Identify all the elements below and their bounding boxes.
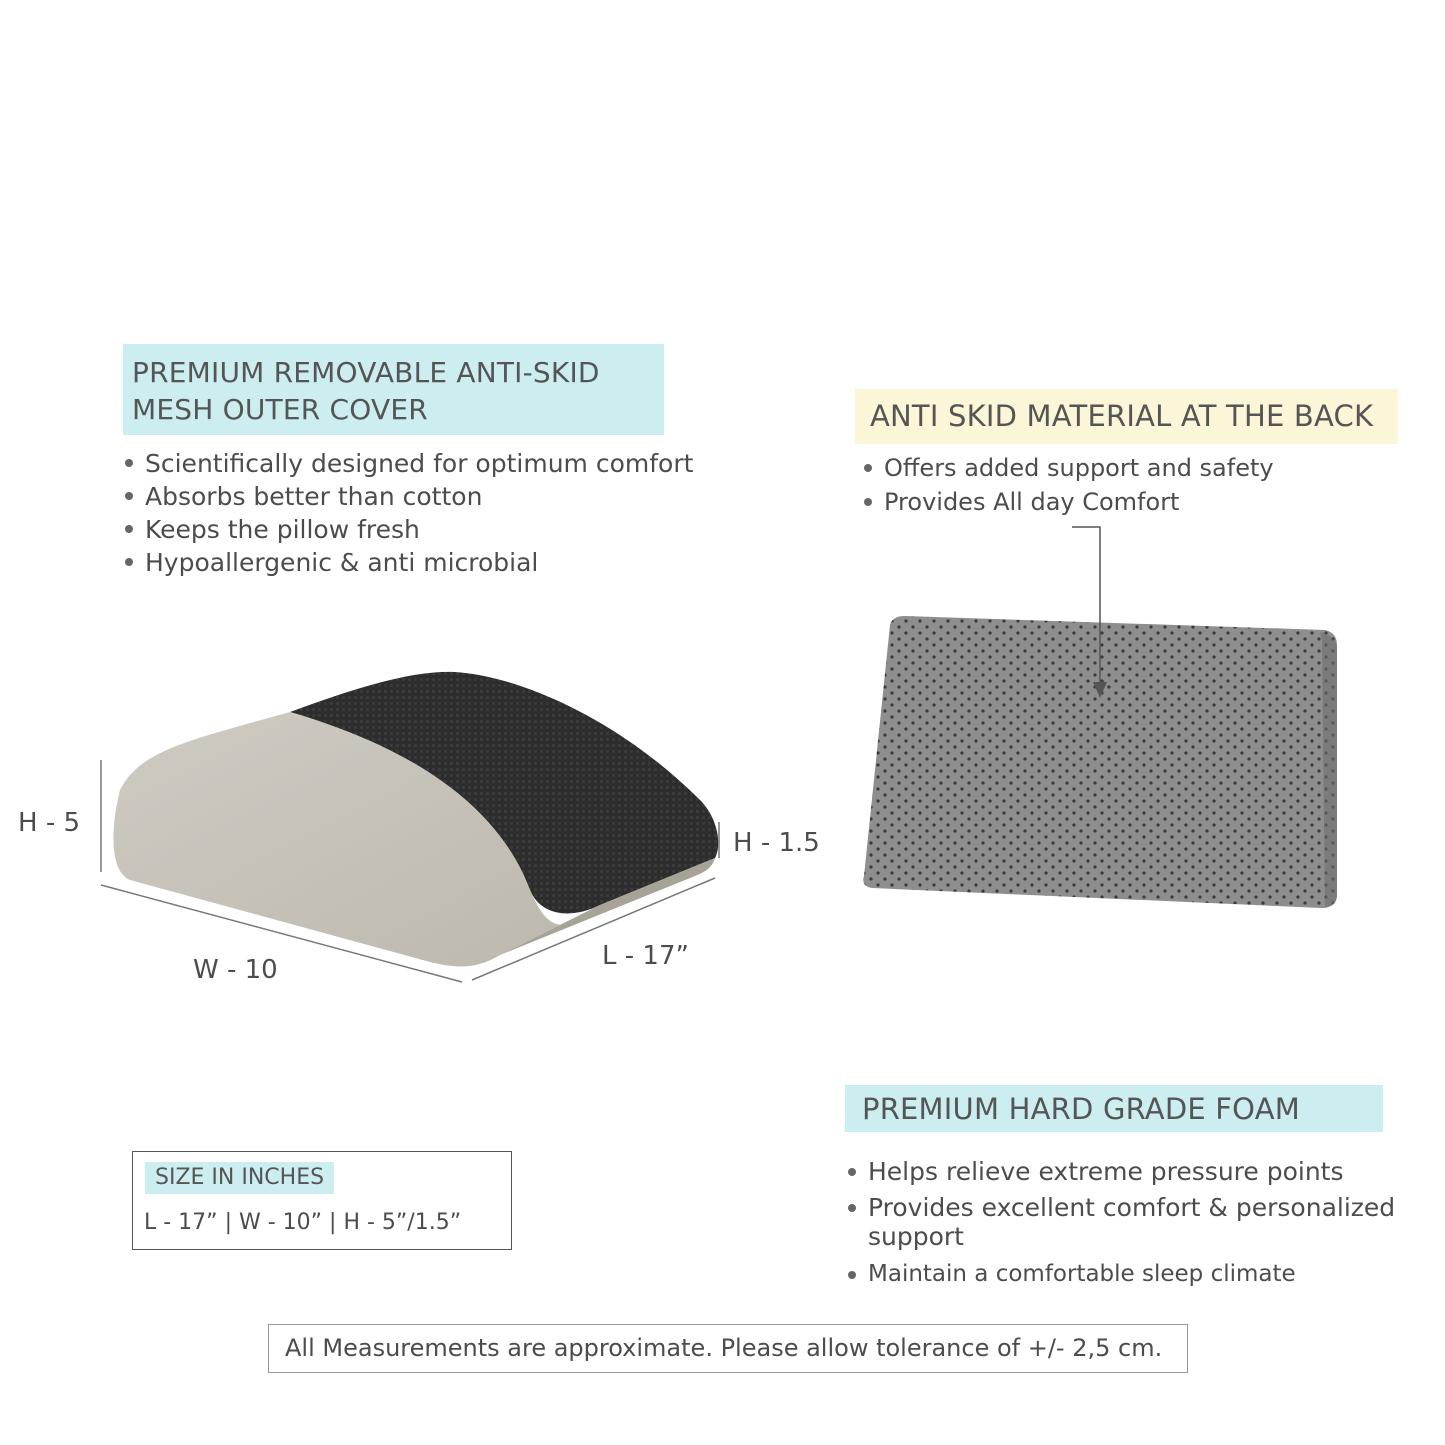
bullet-icon [848, 1168, 856, 1176]
foam-feature-list [846, 1155, 1395, 1291]
back-feature-title: ANTI SKID MATERIAL AT THE BACK [870, 399, 1374, 433]
foam-feature-title: PREMIUM HARD GRADE FOAM [862, 1092, 1300, 1126]
list-item: support [868, 1222, 964, 1251]
dimension-height-short: H - 1.5 [733, 828, 820, 858]
back-feature-list [862, 451, 1274, 519]
footer-note: All Measurements are approximate. Please allow tolerance of +/- 2,5 cm. [285, 1334, 1163, 1362]
bullet-icon [864, 498, 872, 506]
list-item: Offers added support and safety [862, 451, 1274, 485]
list-item: Provides excellent comfort & personalized [846, 1191, 1395, 1224]
cover-feature-list [123, 447, 693, 579]
list-item: Provides All day Comfort [862, 485, 1274, 519]
list-item: Keeps the pillow fresh [123, 513, 693, 546]
size-box [132, 1151, 512, 1250]
footer-note-box [268, 1324, 1188, 1373]
list-item: Maintain a comfortable sleep climate [846, 1258, 1395, 1291]
bullet-icon [848, 1204, 856, 1212]
size-box-value: L - 17” | W - 10” | H - 5”/1.5” [144, 1210, 462, 1235]
back-feature-heading [855, 389, 1398, 444]
dimension-height-tall: H - 5 [18, 808, 81, 838]
foam-feature-heading [845, 1085, 1383, 1132]
bullet-icon [125, 459, 133, 467]
list-item: Helps relieve extreme pressure points [846, 1155, 1395, 1188]
dimension-width: W - 10 [193, 955, 278, 985]
bullet-icon [864, 464, 872, 472]
list-item: Hypoallergenic & anti microbial [123, 546, 693, 579]
cover-feature-heading [123, 344, 664, 435]
list-item: Scientifically designed for optimum comfort [123, 447, 693, 480]
bullet-icon [125, 492, 133, 500]
bullet-icon [125, 558, 133, 566]
size-box-title: SIZE IN INCHES [145, 1162, 334, 1194]
cover-feature-title-line2: MESH OUTER COVER [132, 393, 428, 426]
dimension-length: L - 17” [602, 941, 689, 971]
bullet-icon [848, 1271, 856, 1279]
list-item: Absorbs better than cotton [123, 480, 693, 513]
cover-feature-title-line1: PREMIUM REMOVABLE ANTI-SKID [132, 356, 600, 389]
bullet-icon [125, 525, 133, 533]
